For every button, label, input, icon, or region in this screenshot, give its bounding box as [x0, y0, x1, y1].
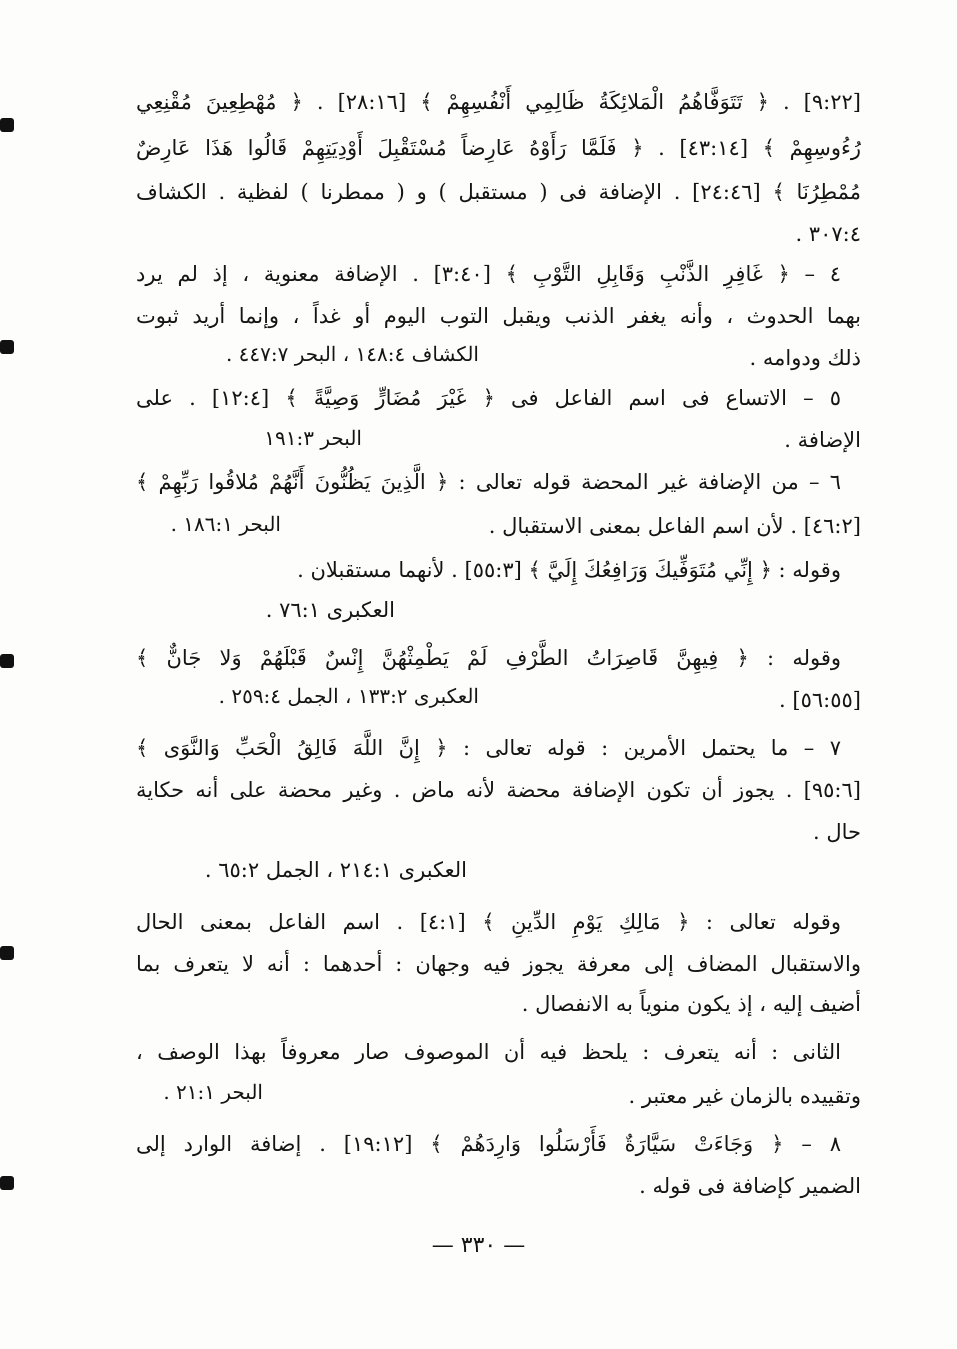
- page-number: — ٣٣٠ —: [431, 1233, 526, 1258]
- text-line: وتقييده بالزمان غير معتبر .: [628, 1084, 861, 1108]
- text-line: والاستقبال المضاف إلى معرفة يجوز فيه وجهان : أحدهما : أنه لا يتعرف بما: [136, 952, 861, 976]
- text-line: الضمير كإضافة فى قوله .: [639, 1174, 861, 1198]
- text-line: مُمْطِرُنَا ﴾ [٢٤:٤٦] . الإضافة فى ( مستقبل ) و ( ممطرنا ) لفظية . الكشاف: [136, 180, 861, 204]
- text-line: الإضافة .: [784, 428, 861, 452]
- text-line: العكبرى ٢١٤:١ ، الجمل ٦٥:٢ .: [204, 858, 467, 882]
- text-line: ٧ – ما يحتمل الأمرين : قوله تعالى : ﴿ إِنَّ اللَّهَ فَالِقُ الْحَبِّ وَالنَّوَى ﴾: [136, 736, 841, 760]
- text-line: ٣٠٧:٤ .: [795, 222, 861, 246]
- binder-mark: [0, 340, 14, 354]
- binder-mark: [0, 946, 14, 960]
- text-line: ذلك ودوامه .: [749, 346, 861, 370]
- text-line: العكبرى ٧٦:١ .: [265, 598, 395, 622]
- binder-mark: [0, 654, 14, 668]
- text-line: الثانى : أنه يتعرف : يلحظ فيه أن الموصوف صار معروفاً بهذا الوصف ،: [136, 1040, 841, 1064]
- citation: البحر ١٨٦:١ .: [170, 512, 281, 536]
- text-line: [٥٦:٥٥] .: [779, 688, 861, 712]
- text-line: ٤ – ﴿ غَافِرِ الذَّنْبِ وَقَابِلِ التَّوْبِ ﴾ [٣:٤٠] . الإضافة معنوية ، إذ لم يرد: [136, 262, 841, 286]
- binder-mark: [0, 118, 14, 132]
- binder-mark: [0, 1176, 14, 1190]
- text-line: بهما الحدوث ، وأنه يغفر الذنب ويقبل التوب اليوم أو غداً ، وإنما أريد ثبوت: [136, 304, 861, 328]
- text-line: ٦ – من الإضافة غير المحضة قوله تعالى : ﴿ الَّذِينَ يَظُنُّونَ أَنَّهُمْ مُلاقُوا رَبِّهِمْ ﴾: [136, 470, 841, 494]
- text-line: حال .: [813, 820, 861, 844]
- text-line: أضيف إليه ، إذ يكون منوياً به الانفصال .: [521, 992, 861, 1016]
- text-line: [٩:٢٢] . ﴿ تَتَوَفَّاهُمُ الْمَلائِكَةُ ظَالِمِي أَنْفُسِهِمْ ﴾ [٢٨:١٦] . ﴿ مُهْطِعِينَ مُقْنِعِي: [136, 90, 861, 114]
- text-line: وقوله : ﴿ إِنِّي مُتَوَفِّيكَ وَرَافِعُكَ إِلَيَّ ﴾ [٥٥:٣] . لأنهما مستقبلان .: [297, 558, 841, 582]
- text-line: وقوله : ﴿ فِيهِنَّ قَاصِرَاتُ الطَّرْفِ لَمْ يَطْمِثْهُنَّ إِنْسٌ قَبْلَهُمْ وَلا جَانٌّ ﴾: [136, 646, 841, 670]
- text-line: رُءُوسِهِمْ ﴾ [٤٣:١٤] . ﴿ فَلَمَّا رَأَوْهُ عَارِضاً مُسْتَقْبِلَ أَوْدِيَتِهِمْ قَالُوا هَذَا عَارِضٌ: [136, 136, 861, 160]
- citation: العكبرى ١٣٣:٢ ، الجمل ٢٥٩:٤ .: [218, 684, 479, 708]
- text-line: ٨ – ﴿ وَجَاءَتْ سَيَّارَةٌ فَأَرْسَلُوا وَارِدَهُمْ ﴾ [١٩:١٢] . إضافة الوارد إلى: [136, 1132, 841, 1156]
- text-line: [٩٥:٦] . يجوز أن تكون الإضافة محضة لأنه ماض . وغير محضة على أنه حكاية: [136, 778, 861, 802]
- text-line: ٥ – الاتساع فى اسم الفاعل فى ﴿ غَيْرَ مُضَارٍّ وَصِيَّةً ﴾ [١٢:٤] . على: [136, 386, 841, 410]
- citation: الكشاف ١٤٨:٤ ، البحر ٤٤٧:٧ .: [225, 342, 479, 366]
- citation: البحر ١٩١:٣: [264, 426, 362, 450]
- citation: البحر ٢١:١ .: [163, 1080, 263, 1104]
- text-line: [٤٦:٢] . لأن اسم الفاعل بمعنى الاستقبال .: [488, 514, 861, 538]
- text-line: وقوله تعالى : ﴿ مَالِكِ يَوْمِ الدِّينِ ﴾ [٤:١] . اسم الفاعل بمعنى الحال: [136, 910, 841, 934]
